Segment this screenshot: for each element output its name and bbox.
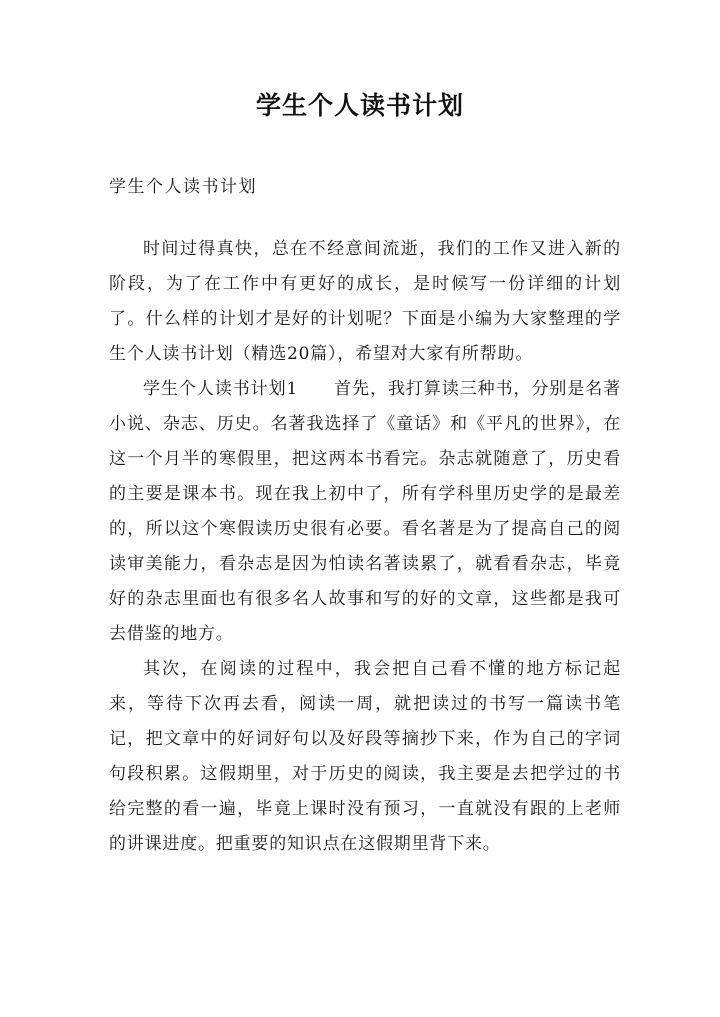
document-subtitle: 学生个人读书计划 xyxy=(109,177,257,197)
document-title: 学生个人读书计划 xyxy=(255,91,464,120)
document-body xyxy=(109,232,621,862)
paragraph-plan-1-continued: 其次，在阅读的过程中，我会把自己看不懂的地方标记起来，等待下次再去看，阅读一周，就把读过的书写一篇读书笔记，把文章中的好词好句以及好段等摘抄下来，作为自己的字词句段积累。这假期里，对于历史的阅读，我主要是去把学过的书给完整的看一遍，毕竟上课时没有预习，一直就没有跟的上老师的讲课进度。把重要的知识点在这假期里背下来。 xyxy=(109,659,621,854)
paragraph-intro: 时间过得真快，总在不经意间流逝，我们的工作又进入新的阶段，为了在工作中有更好的成长，是时候写一份详细的计划了。什么样的计划才是好的计划呢？下面是小编为大家整理的学生个人读书计划（精选20篇），希望对大家有所帮助。 xyxy=(109,239,621,364)
paragraph-plan-1: 学生个人读书计划1 首先，我打算读三种书，分别是名著小说、杂志、历史。名著我选择了《童话》和《平凡的世界》，在这一个月半的寒假里，把这两本书看完。杂志就随意了，历史看的主要是课本书。现在我上初中了，所有学科里历史学的是最差的，所以这个寒假读历史很有必要。看名著是为了提高自己的阅读审美能力，看杂志是因为怕读名著读累了，就看看杂志，毕竟好的杂志里面也有很多名人故事和写的好的文章，这些都是我可去借鉴的地方。 xyxy=(109,379,621,644)
